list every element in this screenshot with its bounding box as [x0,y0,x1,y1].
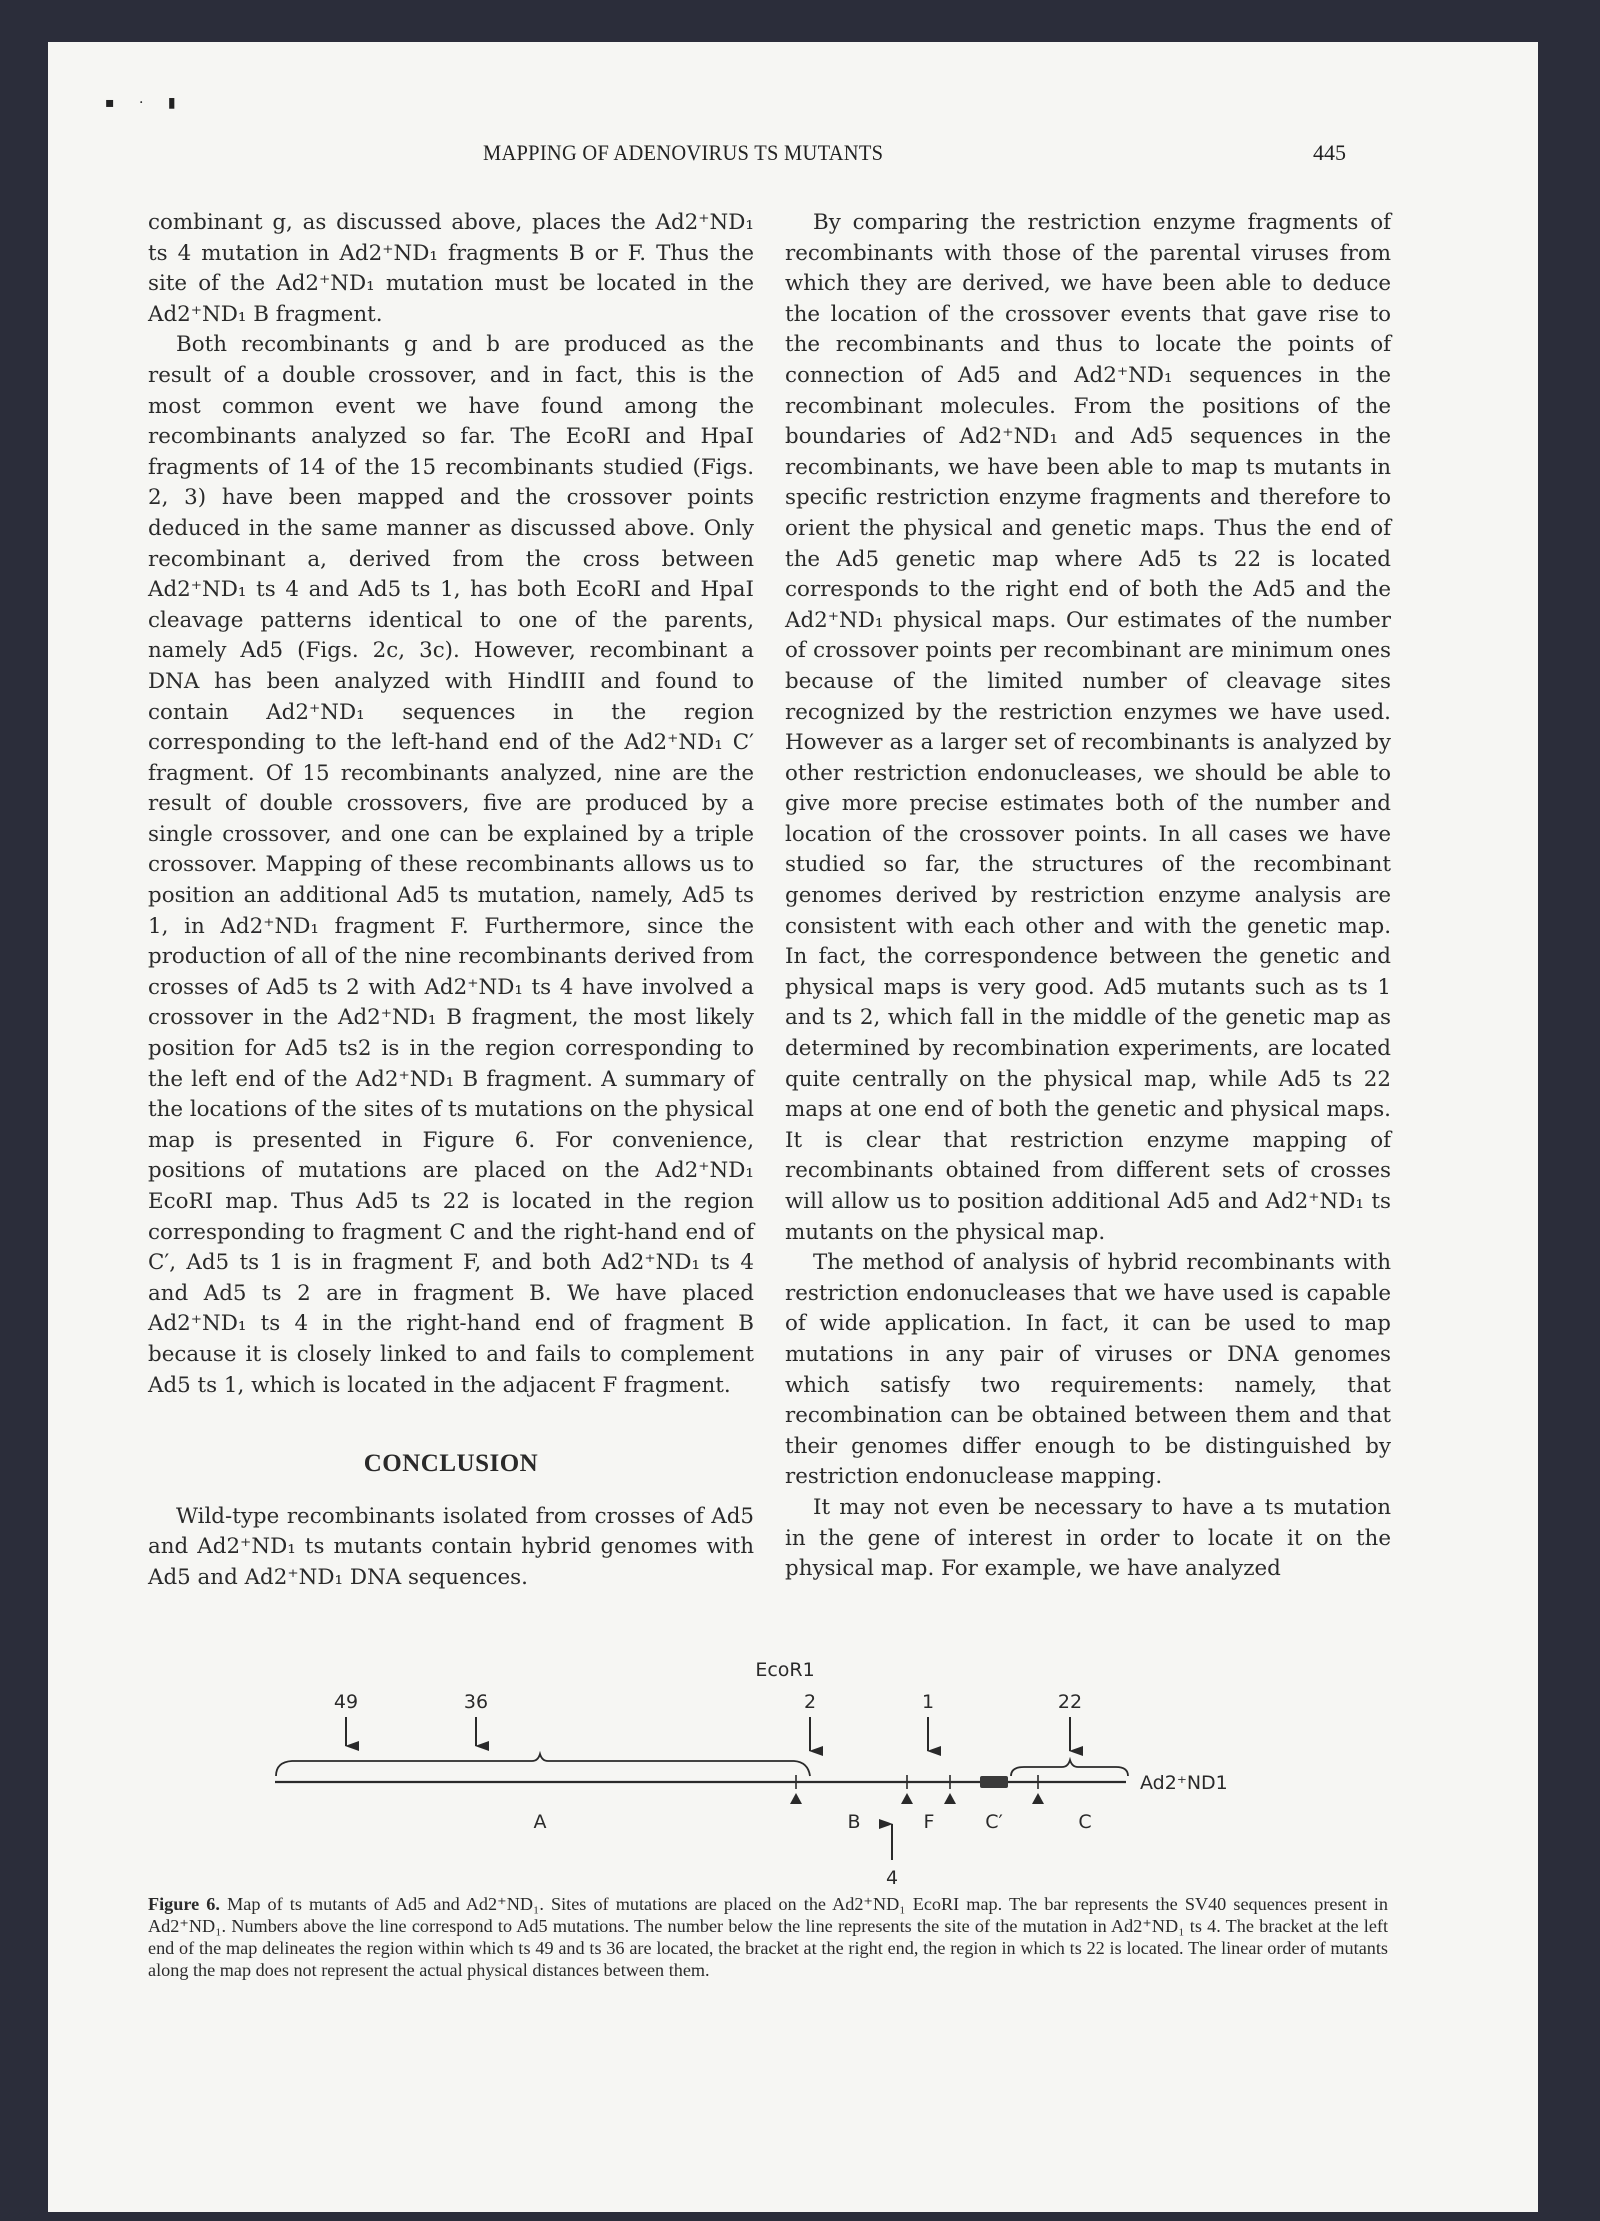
right-paragraph-3: It may not even be necessary to have a ts mutation in the gene of interest in order to locate it on the physical map. For example, we have analyzed [785,1494,1391,1582]
mutation-label-2: 2 [803,1691,817,1713]
right-paragraph-1: By comparing the restriction enzyme fragments of recombinants with those of the parental viruses from which they are derived, we have been able to deduce the location of the crossover events that gave rise to the recombinants and thus to locate the points of connection of Ad5 and Ad2⁺ND₁ sequences in the recombinant molecules. From the positions of the boundaries of Ad2⁺ND₁ and Ad5 sequences in the recombinants, we have been able to map ts mutants in specific restriction enzyme fragments and therefore to orient the physical and genetic maps. Thus the end of the Ad5 genetic map where Ad5 ts 22 is located corresponds to the right end of both the Ad5 and the Ad2⁺ND₁ physical maps. Our estimates of the number of crossover points per recombinant are minimum ones because of the limited number of cleavage sites recognized by the restriction enzymes we have used. However as a larger set of recombinants is analyzed by other restriction endonucleases, we should be able to give more precise estimates both of the number and location of the crossover points. In all cases we have studied so far, the structures of the recombinant genomes derived by restriction enzyme analysis are consistent with each other and with the genetic map. In fact, the correspondence between the genetic and physical maps is very good. Ad5 mutants such as ts 1 and ts 2, which fall in the middle of the genetic map as determined by recombination experiments, are located quite centrally on the physical map, while Ad5 ts 22 maps at one end of both the genetic and physical maps. It is clear that restriction enzyme mapping of recombinants obtained from different sets of crosses will allow us to position additional Ad5 and Ad2⁺ND₁ ts mutants on the physical map. [785,210,1391,1245]
map-name-label: Ad2⁺ND1 [1140,1772,1228,1794]
mutation-label-1: 1 [921,1691,935,1713]
fragment-label-b: B [847,1811,861,1833]
mutation-label-22: 22 [1057,1691,1083,1713]
fragment-label-f: F [923,1811,935,1833]
right-paragraph-2: The method of analysis of hybrid recombinants with restriction endonucleases that we have used is capable of wide application. In fact, it can be used to map mutations in any pair of viruses or DNA genomes which satisfy two requirements: namely, that recombination can be obtained between them and that their genomes differ enough to be distinguished by restriction endonuclease mapping. [785,1250,1391,1490]
scan-specks: ▪ · ▮ [105,95,186,111]
caption-text: Map of ts mutants of Ad5 and Ad2⁺ND₁. Sites of mutations are placed on the Ad2⁺ND₁ EcoRI map. The bar represents the SV40 sequences present in Ad2⁺ND₁. Numbers above the line correspond to Ad5 mutations. The number below the line represents the site of the mutation in Ad2⁺ND₁ ts 4. The bracket at the left end of the map delineates the region within which ts 49 and ts 36 are located, the bracket at the right end, the region in which ts 22 is located. The linear order of mutants along the map does not represent the actual physical distances between them. [148,1894,1389,1980]
mutation-label-4: 4 [885,1867,899,1889]
section-heading-conclusion: CONCLUSION [363,1450,539,1478]
caption-label: Figure 6. [148,1894,220,1914]
enzyme-label: EcoR1 [755,1659,815,1681]
running-title: MAPPING OF ADENOVIRUS TS MUTANTS [483,140,884,165]
right-column [785,208,1391,1585]
left-paragraph-3: Wild-type recombinants isolated from crosses of Ad5 and Ad2⁺ND₁ ts mutants contain hybrid genomes with Ad5 and Ad2⁺ND₁ DNA sequences. [148,1503,754,1590]
left-paragraph-2: Both recombinants g and b are produced as the result of a double crossover, and in fact, this is the most common event we have found among the recombinants analyzed so far. The EcoRI and HpaI fragments of 14 of the 15 recombinants studied (Figs. 2, 3) have been mapped and the crossover points deduced in the same manner as discussed above. Only recombinant a, derived from the cross between Ad2⁺ND₁ ts 4 and Ad5 ts 1, has both EcoRI and HpaI cleavage patterns identical to one of the parents, namely Ad5 (Figs. 2c, 3c). However, recombinant a DNA has been analyzed with HindIII and found to contain Ad2⁺ND₁ sequences in the region corresponding to the left-hand end of the Ad2⁺ND₁ C′ fragment. Of 15 recombinants analyzed, nine are the result of double crossovers, five are produced by a single crossover, and one can be explained by a triple crossover. Mapping of these recombinants allows us to position an additional Ad5 ts mutation, namely, Ad5 ts 1, in Ad2⁺ND₁ fragment F. Furthermore, since the production of all of the nine recombinants derived from crosses of Ad5 ts 2 with Ad2⁺ND₁ ts 4 have involved a crossover in the Ad2⁺ND₁ B fragment, the most likely position for Ad5 ts2 is in the region corresponding to the left end of the Ad2⁺ND₁ B fragment. A summary of the locations of the sites of ts mutations on the physical map is presented in Figure 6. For convenience, positions of mutations are placed on the Ad2⁺ND₁ EcoRI map. Thus Ad5 ts 22 is located in the region corresponding to fragment C and the right-hand end of C′, Ad5 ts 1 is in fragment F, and both Ad2⁺ND₁ ts 4 and Ad5 ts 2 are in fragment B. We have placed Ad2⁺ND₁ ts 4 in the right-hand end of fragment B because it is closely linked to and fails to complement Ad5 ts 1, which is located in the adjacent F fragment. [148,332,754,1398]
page-number: 445 [1313,140,1346,165]
left-column [148,208,754,1594]
fragment-label-c: C [1078,1811,1092,1833]
fragment-label-c-prime: C′ [985,1811,1003,1833]
mutation-label-36: 36 [463,1691,489,1713]
mutation-label-49: 49 [333,1691,359,1713]
figure-caption [148,1893,1388,1981]
fragment-label-a: A [533,1811,547,1833]
left-paragraph-1: combinant g, as discussed above, places the Ad2⁺ND₁ ts 4 mutation in Ad2⁺ND₁ fragments B or F. Thus the site of the Ad2⁺ND₁ mutation must be located in the Ad2⁺ND₁ B fragment. [148,210,754,327]
